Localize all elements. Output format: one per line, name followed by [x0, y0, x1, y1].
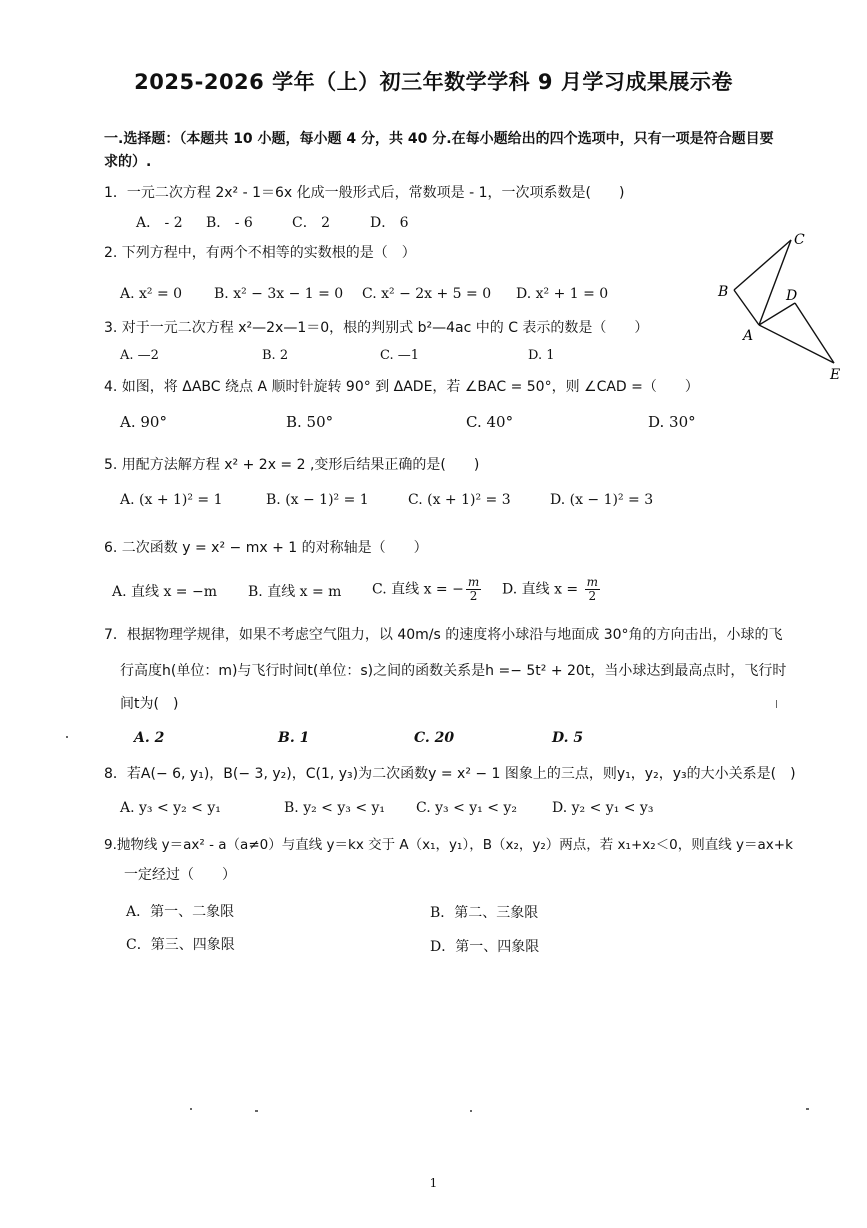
q4-option-b: B. 50°	[286, 413, 334, 431]
q7-line1: 7．根据物理学规律，如果不考虑空气阻力，以 40m/s 的速度将小球沿与地面成 30°角的方向击出，小球的飞	[104, 627, 783, 643]
q7-option-a: A. 2	[134, 730, 165, 746]
q2-option-d: D. x² + 1 = 0	[516, 286, 609, 302]
q1-stem: 1．一元二次方程 2x² - 1＝6x 化成一般形式后，常数项是 - 1，一次项系数是( )	[104, 185, 625, 201]
q7-option-b: B. 1	[278, 730, 310, 746]
q8-stem: 8．若A(− 6, y₁)，B(− 3, y₂)，C(1, y₃)为二次函数y = x² − 1 图象上的三点，则y₁，y₂，y₃的大小关系是( )	[104, 766, 796, 782]
q5-option-a: A. (x + 1)² = 1	[120, 492, 223, 508]
section-header-line1: 一.选择题：（本题共 10 小题，每小题 4 分，共 40 分.在每小题给出的四个选项中，只有一项是符合题目要	[104, 131, 774, 147]
q3-option-b: B. 2	[262, 348, 289, 363]
page-number: 1	[429, 1176, 438, 1190]
scan-speck	[255, 1110, 258, 1112]
section-header-line2: 求的）.	[104, 154, 152, 170]
scan-speck	[190, 1108, 192, 1110]
rotation-figure	[712, 228, 852, 388]
q8-option-b: B. y₂ < y₃ < y₁	[284, 800, 386, 816]
q6-option-a: A. 直线 x = −m	[112, 584, 217, 600]
figure-label-e: E	[830, 367, 841, 383]
q5-stem: 5. 用配方法解方程 x² + 2x = 2 ,变形后结果正确的是( )	[104, 457, 480, 473]
q9-option-d: D．第一、四象限	[430, 939, 540, 955]
q6-option-c-text: C. 直线 x = −	[372, 581, 464, 598]
q4-option-d: D. 30°	[648, 413, 696, 431]
q1-option-b: B． - 6	[206, 215, 253, 231]
q4-option-a: A. 90°	[120, 413, 167, 431]
q8-option-d: D. y₂ < y₁ < y₃	[552, 800, 654, 816]
q6-option-d-denominator: 2	[588, 589, 597, 603]
q3-option-a: A. —2	[120, 348, 159, 363]
exam-title: 2025-2026 学年（上）初三年数学学科 9 月学习成果展示卷	[134, 70, 733, 94]
q5-option-c: C. (x + 1)² = 3	[408, 492, 511, 508]
figure-label-a: A	[743, 328, 754, 344]
figure-label-b: B	[718, 284, 729, 300]
q6-option-c-numerator: m	[467, 575, 480, 589]
figure-label-c: C	[794, 232, 805, 248]
q3-stem: 3. 对于一元二次方程 x²—2x—1＝0，根的判别式 b²—4ac 中的 C 表示的数是（ ）	[104, 320, 649, 336]
q6-option-c	[372, 576, 481, 603]
q9-line2: 一定经过（ ）	[124, 867, 236, 883]
q6-option-c-denominator: 2	[469, 589, 478, 603]
scan-speck	[806, 1108, 809, 1110]
q6-stem: 6. 二次函数 y = x² − mx + 1 的对称轴是（ ）	[104, 540, 428, 556]
q6-option-d-text: D. 直线 x =	[502, 581, 583, 598]
q1-option-c: C． 2	[292, 215, 331, 231]
q9-option-c: C．第三、四象限	[126, 937, 235, 953]
q3-option-c: C. —1	[380, 348, 420, 363]
q7-option-c: C. 20	[414, 730, 455, 746]
q4-option-c: C. 40°	[466, 413, 514, 431]
q6-option-d-numerator: m	[586, 575, 598, 589]
figure-label-d: D	[786, 288, 798, 304]
q7-line2: 行高度h(单位：m)与飞行时间t(单位：s)之间的函数关系是h =− 5t² + 20t，当小球达到最高点时，飞行时	[120, 663, 787, 679]
q2-option-b: B. x² − 3x − 1 = 0	[214, 286, 344, 302]
q9-option-a: A．第一、二象限	[126, 904, 235, 920]
q6-option-d-fraction	[585, 576, 600, 603]
q6-option-c-fraction	[466, 576, 481, 603]
q5-option-d: D. (x − 1)² = 3	[550, 492, 654, 508]
q7-option-d: D. 5	[552, 730, 584, 746]
q7-line3: 间t为( )	[120, 696, 179, 712]
q3-option-d: D. 1	[528, 348, 555, 363]
q6-option-d	[502, 576, 600, 603]
scan-speck	[66, 736, 68, 738]
scan-speck	[470, 1110, 472, 1112]
q5-option-b: B. (x − 1)² = 1	[266, 492, 369, 508]
q4-stem: 4. 如图，将 ΔABC 绕点 A 顺时针旋转 90° 到 ΔADE，若 ∠BAC = 50°，则 ∠CAD =（ ）	[104, 379, 699, 395]
q6-option-b: B. 直线 x = m	[248, 584, 342, 600]
scan-speck	[776, 700, 777, 708]
q2-option-c: C. x² − 2x + 5 = 0	[362, 286, 492, 302]
q9-line1: 9.抛物线 y＝ax² - a（a≠0）与直线 y＝kx 交于 A（x₁，y₁），B（x₂，y₂）两点，若 x₁+x₂＜0，则直线 y＝ax+k	[104, 837, 793, 853]
q9-option-b: B．第二、三象限	[430, 905, 539, 921]
q1-option-d: D． 6	[370, 215, 409, 231]
q1-option-a: A． - 2	[136, 215, 183, 231]
q8-option-c: C. y₃ < y₁ < y₂	[416, 800, 517, 816]
q2-option-a: A. x² = 0	[120, 286, 183, 302]
q8-option-a: A. y₃ < y₂ < y₁	[120, 800, 221, 816]
q2-stem: 2. 下列方程中，有两个不相等的实数根的是（ ）	[104, 245, 416, 261]
